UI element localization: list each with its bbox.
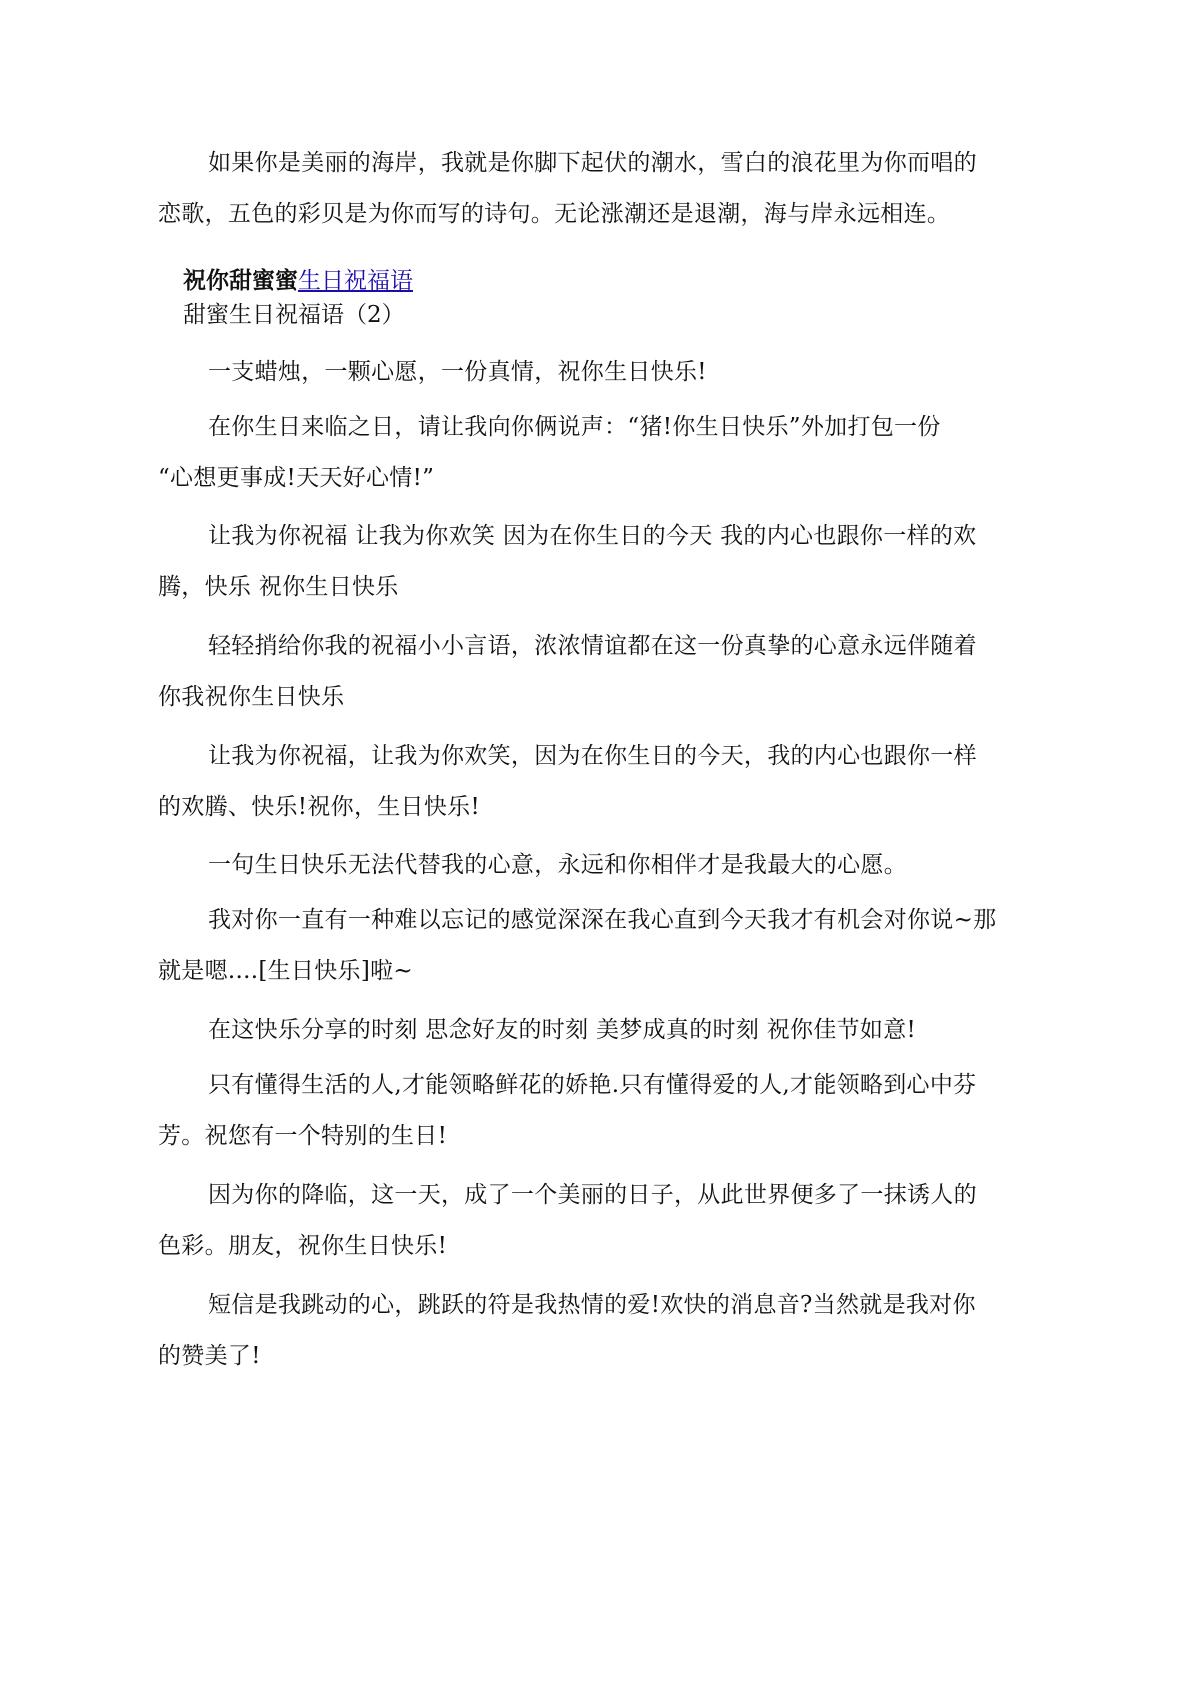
document-page (158, 0, 1033, 1698)
paragraph-line: 你我祝你生日快乐 (158, 684, 345, 710)
paragraph-line: 芳。祝您有一个特别的生日! (158, 1123, 448, 1149)
wish-paragraph (158, 895, 1033, 997)
wish-paragraph (158, 1170, 1033, 1272)
wish-paragraph (158, 402, 1033, 504)
paragraph-line: 的欢腾、快乐!祝你，生日快乐! (158, 794, 480, 820)
heading-bold-text: 祝你甜蜜蜜 (183, 267, 298, 294)
paragraph-line: 在你生日来临之日，请让我向你俩说声：“猪!你生日快乐”外加打包一份 (208, 414, 941, 440)
wish-paragraph (158, 621, 1033, 723)
paragraph-line: 在这快乐分享的时刻 思念好友的时刻 美梦成真的时刻 祝你佳节如意! (208, 1017, 917, 1043)
paragraph-line: 如果你是美丽的海岸，我就是你脚下起伏的潮水，雪白的浪花里为你而唱的 (208, 150, 977, 176)
paragraph-line: 就是嗯....[生日快乐]啦~ (158, 958, 413, 984)
paragraph-line: 恋歌，五色的彩贝是为你而写的诗句。无论涨潮还是退潮，海与岸永远相连。 (158, 201, 951, 227)
paragraph-line: 因为你的降临，这一天，成了一个美丽的日子，从此世界便多了一抹诱人的 (208, 1182, 977, 1208)
paragraph-line: 让我为你祝福 让我为你欢笑 因为在你生日的今天 我的内心也跟你一样的欢 (208, 523, 977, 549)
wish-paragraph (158, 1280, 1033, 1382)
paragraph-line: 一句生日快乐无法代替我的心意，永远和你相伴才是我最大的心愿。 (208, 852, 907, 878)
paragraph-line: 腾，快乐 祝你生日快乐 (158, 574, 399, 600)
paragraph-line: 短信是我跳动的心，跳跃的符是我热情的爱!欢快的消息音?当然就是我对你 (208, 1292, 976, 1318)
paragraph-line: 一支蜡烛，一颗心愿，一份真情，祝你生日快乐! (208, 359, 707, 385)
paragraph-line: 色彩。朋友，祝你生日快乐! (158, 1233, 448, 1259)
wish-paragraph (183, 840, 1033, 891)
intro-paragraph (158, 138, 1033, 240)
wish-paragraph (158, 731, 1033, 833)
wish-paragraph (183, 347, 1033, 398)
paragraph-line: 让我为你祝福，让我为你欢笑，因为在你生日的今天，我的内心也跟你一样 (208, 743, 977, 769)
birthday-wishes-link[interactable]: 生日祝福语 (298, 268, 413, 294)
paragraph-line: “心想更事成!天天好心情!” (158, 465, 435, 491)
paragraph-line: 轻轻捎给你我的祝福小小言语，浓浓情谊都在这一份真挚的心意永远伴随着 (208, 633, 977, 659)
section-subheading: 甜蜜生日祝福语（2） (183, 302, 405, 328)
paragraph-line: 只有懂得生活的人,才能领略鲜花的娇艳.只有懂得爱的人,才能领略到心中芬 (208, 1072, 977, 1098)
section-heading (183, 266, 413, 296)
wish-paragraph (158, 1060, 1033, 1162)
paragraph-line: 的赞美了! (158, 1343, 261, 1369)
wish-paragraph (183, 1005, 1033, 1056)
wish-paragraph (158, 511, 1033, 613)
paragraph-line: 我对你一直有一种难以忘记的感觉深深在我心直到今天我才有机会对你说~那 (208, 907, 997, 933)
